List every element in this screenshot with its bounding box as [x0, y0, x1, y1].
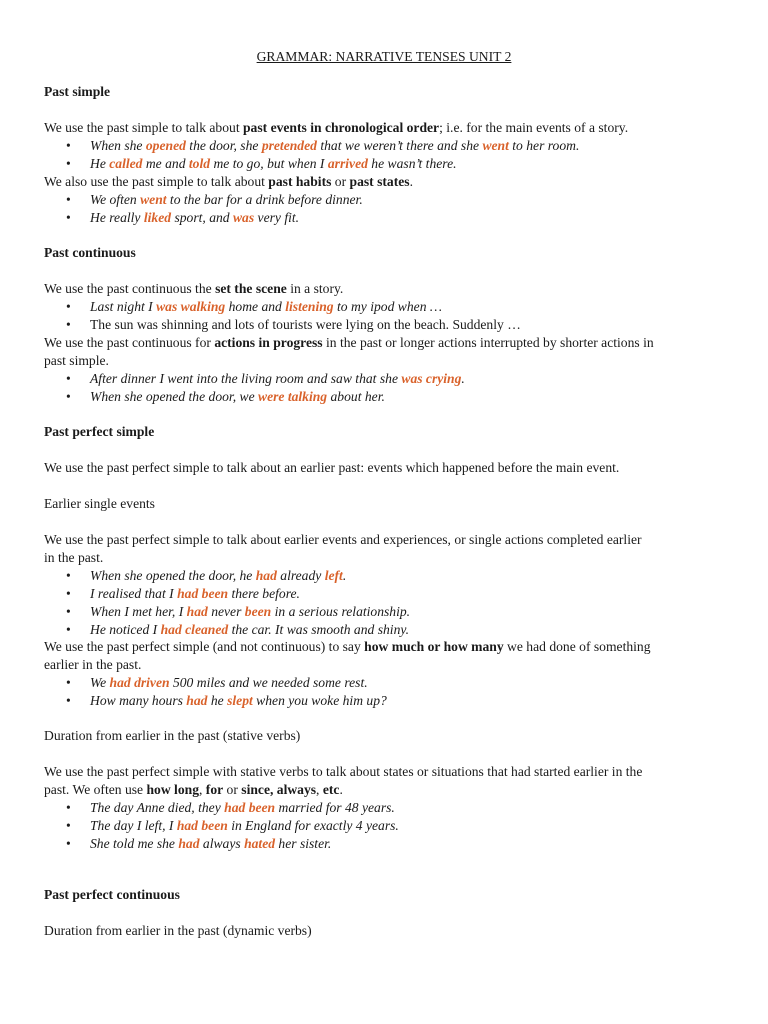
document-title: GRAMMAR: NARRATIVE TENSES UNIT 2	[256, 49, 512, 64]
subheading-duration-stative: Duration from earlier in the past (stative verbs)	[44, 728, 301, 743]
document-page: GRAMMAR: NARRATIVE TENSES UNIT 2 Past simple We use the past simple to talk about past events in chronological order; i.e. for the main events of a story. When she opened the door, she pretended that we weren’t there and she went to her room. He called me and told me to go, but when I arrived he wasn’t there. We also use the past simple to talk about past habits or past states. We often went to the bar for a drink before dinner. He really liked sport, and was very fit. Past continuous We use the past continuous the set the scene in a story. Last night I was walking home and listening to my ipod when … The sun was shinning and lots of tourists were lying on the beach. Suddenly … We use the past continuous for actions in progress in the past or longer actions interrupted by shorter actions in past simple. After dinner I went into the living room and saw that she was crying. When she opened the door, we were talking about her. Past perfect simple We use the past perfect simple to talk about an earlier past: events which happened before the main event. Earlier single events We use the past perfect simple to talk about earlier events and experiences, or single actions completed earlier in the past. When she opened the door, he had already left. I realised that I had been there before. When I met her, I had never been in a serious relationship. He noticed I had cleaned the car. It was smooth and shiny. We use the past perfect simple (and not continuous) to say how much or how many we had done of something earlier in the past. We had driven 500 miles and we needed some rest. How many hours had he slept when you woke him up? Duration from earlier in the past (stative verbs) We use the past perfect simple with stative verbs to talk about states or situations that had started earlier in the past. We often use how long, for or since, always, etc. The day Anne died, they had been married for 48 years. The day I left, I had been in England for exactly 4 years. She told me she had always hated her sister. Past perfect continuous Duration from earlier in the past (dynamic verbs)	[0, 0, 768, 1024]
how-much-text-cont: earlier in the past.	[44, 657, 142, 672]
section-heading-past-perfect-simple: Past perfect simple	[44, 424, 155, 439]
past-continuous-progress: We use the past continuous for actions in progress in the past or longer actions interrupted by shorter actions in	[44, 335, 654, 350]
subheading-duration-dynamic: Duration from earlier in the past (dynamic verbs)	[44, 923, 312, 938]
past-continuous-progress-cont: past simple.	[44, 353, 109, 368]
earlier-events-text: We use the past perfect simple to talk about earlier events and experiences, or single actions completed earlier	[44, 532, 642, 547]
stative-text: We use the past perfect simple with stative verbs to talk about states or situations that had started earlier in the	[44, 764, 643, 779]
section-heading-past-perfect-continuous: Past perfect continuous	[44, 887, 180, 902]
past-simple-habits: We also use the past simple to talk about past habits or past states.	[44, 174, 413, 189]
section-heading-past-continuous: Past continuous	[44, 245, 136, 260]
how-much-text: We use the past perfect simple (and not continuous) to say how much or how many we had done of something	[44, 639, 651, 654]
section-heading-past-simple: Past simple	[44, 84, 111, 99]
subheading-earlier-single-events: Earlier single events	[44, 496, 155, 511]
past-perfect-intro: We use the past perfect simple to talk about an earlier past: events which happened before the main event.	[44, 460, 620, 475]
stative-text-cont: past. We often use how long, for or since, always, etc.	[44, 782, 343, 797]
past-simple-intro: We use the past simple to talk about past events in chronological order; i.e. for the main events of a story.	[44, 120, 629, 135]
past-continuous-intro: We use the past continuous the set the scene in a story.	[44, 281, 344, 296]
earlier-events-text-cont: in the past.	[44, 550, 104, 565]
